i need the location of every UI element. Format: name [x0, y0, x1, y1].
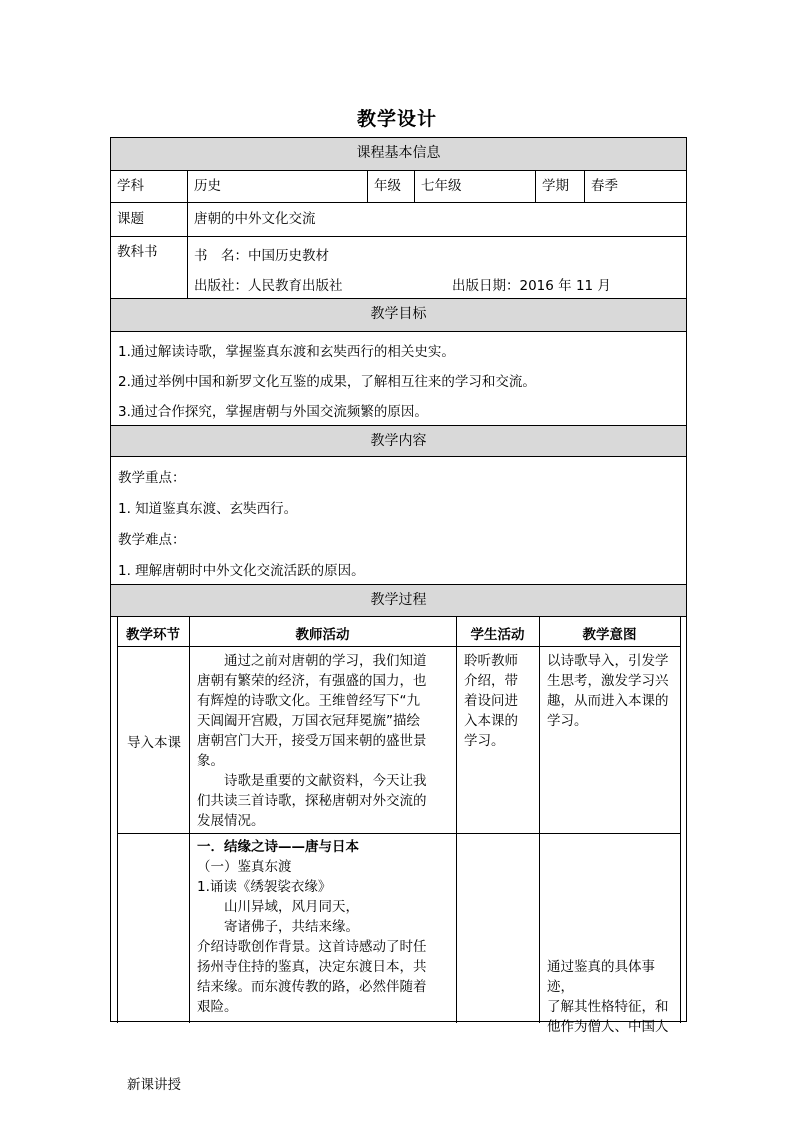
paragraph-line: 们共读三首诗歌，探秘唐朝对外交流的 [197, 793, 427, 809]
stage-new-lesson: 新课讲授 [127, 1077, 181, 1093]
section-content-header: 教学内容 [111, 426, 686, 457]
process-table [117, 617, 681, 1093]
teacher-activity-new [197, 837, 453, 1017]
subject-value: 历史 [187, 171, 367, 202]
publish-date: 出版日期：2016 年 11 月 [452, 278, 611, 294]
paragraph-line: 1.诵读《绣袈裟衣缘》 [197, 879, 332, 895]
paragraph-line: 有辉煌的诗歌文化。王维曾经写下“九 [197, 693, 420, 709]
subject-label: 学科 [117, 178, 144, 194]
paragraph-line: 了解其性格特征，和 [547, 999, 669, 1015]
grade-label: 年级 [367, 171, 414, 202]
textbook-details [187, 237, 686, 298]
basic-row-subject [111, 171, 686, 203]
paragraph-line: 着设问进 [464, 693, 518, 709]
paragraph-line: 艰险。 [197, 999, 238, 1015]
header-intent: 教学意图 [582, 627, 637, 643]
paragraph-line: 通过鉴真的具体事迹， [547, 959, 655, 995]
paragraph-line: 介绍，带 [464, 673, 518, 689]
book-name: 书 名：中国历史教材 [194, 248, 329, 264]
paragraph-line: 象。 [197, 753, 224, 769]
section-process-header: 教学过程 [111, 585, 686, 617]
section-heading: 一．结缘之诗——唐与日本 [197, 839, 359, 855]
topic-label: 课题 [117, 211, 144, 227]
paragraph-line: 介绍诗歌创作背景。这首诗感动了时任 [197, 939, 427, 955]
section-goals-header: 教学目标 [111, 299, 686, 332]
publisher: 出版社：人民教育出版社 [194, 278, 343, 294]
stage-intro: 导入本课 [127, 735, 181, 751]
paragraph-line: 聆听教师 [464, 653, 518, 669]
intent-new [547, 957, 679, 1037]
paragraph-line: 通过之前对唐朝的学习，我们知道 [197, 653, 427, 669]
topic-value: 唐朝的中外文化交流 [187, 203, 686, 236]
goal-item: 2.通过举例中国和新罗文化互鉴的成果，了解相互往来的学习和交流。 [118, 374, 536, 390]
key-point-item: 1. 知道鉴真东渡、玄奘西行。 [118, 501, 298, 517]
paragraph-line: 结来缘。而东渡传教的路，必然伴随着 [197, 979, 427, 995]
grade-value: 七年级 [414, 171, 535, 202]
paragraph-line: 学习。 [547, 713, 588, 729]
lesson-plan-table [110, 137, 687, 1093]
paragraph-line: 趣，从而进入本课的 [547, 693, 669, 709]
term-value: 春季 [584, 171, 686, 202]
paragraph-line: 诗歌是重要的文献资料，今天让我 [197, 773, 427, 789]
header-stage: 教学环节 [126, 627, 180, 643]
intent-intro [547, 651, 679, 731]
paragraph-line: 唐朝宫门大开，接受万国来朝的盛世景 [197, 733, 427, 749]
paragraph-line: 扬州寺住持的鉴真，决定东渡日本，共 [197, 959, 427, 975]
goals-list [111, 332, 686, 426]
goal-item: 1.通过解读诗歌，掌握鉴真东渡和玄奘西行的相关史实。 [118, 344, 455, 360]
paragraph-line: 他作为僧人、中国人 [547, 1019, 669, 1035]
difficult-point-item: 1. 理解唐朝时中外文化交流活跃的原因。 [118, 563, 365, 579]
section-basic-header: 课程基本信息 [111, 138, 686, 171]
document-title: 教学设计 [356, 108, 437, 130]
goal-item: 3.通过合作探究，掌握唐朝与外国交流频繁的原因。 [118, 404, 428, 420]
basic-row-textbook [111, 237, 686, 299]
student-activity-intro [464, 651, 536, 751]
paragraph-line: 发展情况。 [197, 813, 265, 829]
key-points-label: 教学重点： [118, 470, 186, 486]
textbook-label: 教科书 [117, 244, 158, 260]
term-label: 学期 [535, 171, 584, 202]
paragraph-line: （一）鉴真东渡 [197, 859, 292, 875]
paragraph-line: 生思考，激发学习兴 [547, 673, 669, 689]
basic-row-topic [111, 203, 686, 237]
header-student: 学生活动 [470, 627, 525, 643]
paragraph-line: 学习。 [464, 733, 505, 749]
header-teacher: 教师活动 [295, 627, 350, 643]
teacher-activity-intro [197, 651, 453, 831]
paragraph-line: 天阊阖开宫殿，万国衣冠拜冕旒”描绘 [197, 713, 420, 729]
paragraph-line: 寄诸佛子，共结来缘。 [197, 919, 359, 935]
paragraph-line: 以诗歌导入，引发学 [547, 653, 669, 669]
difficult-points-label: 教学难点： [118, 532, 186, 548]
paragraph-line: 唐朝有繁荣的经济，有强盛的国力，也 [197, 673, 427, 689]
content-block [111, 457, 686, 585]
paragraph-line: 入本课的 [464, 713, 518, 729]
paragraph-line: 山川异域，风月同天， [197, 899, 359, 915]
